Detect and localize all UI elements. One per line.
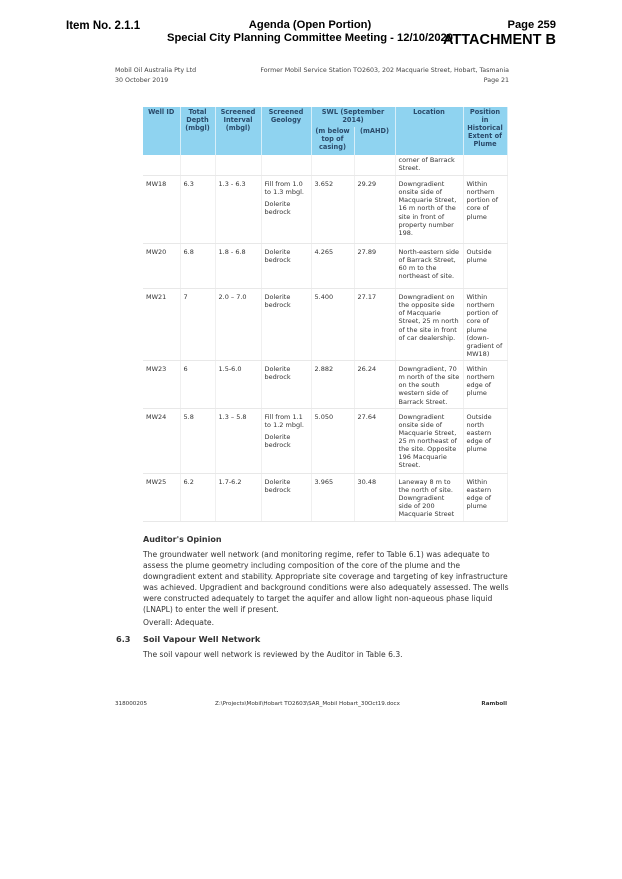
report-date: 30 October 2019	[115, 77, 169, 84]
cell-location: Downgradient onsite side of Macquarie Street, 16 m north of the site in front of property number 198.	[395, 176, 463, 244]
col-header-location: Location	[395, 107, 463, 155]
cell-swl-ahd: 27.64	[354, 408, 395, 473]
cell-interval: 1.8 - 6.8	[215, 244, 261, 289]
cell-well-id: MW21	[143, 289, 180, 361]
cell-depth: 5.8	[180, 408, 215, 473]
cell-swl-ahd: 29.29	[354, 176, 395, 244]
cell-swl-ahd: 27.89	[354, 244, 395, 289]
agenda-page-block	[443, 19, 556, 48]
report-site: Former Mobil Service Station TO2603, 202 Macquarie Street, Hobart, Tasmania	[260, 67, 509, 74]
agenda-page-number: Page 259	[507, 19, 556, 31]
cell-well-id: MW24	[143, 408, 180, 473]
cell-interval: 1.3 - 6.3	[215, 176, 261, 244]
col-header-total-depth: Total Depth (mbgl)	[180, 107, 215, 155]
cell-swl-below: 5.050	[311, 408, 354, 473]
cell-position: Within northern portion of core of plume	[463, 176, 507, 244]
cell-depth: 6.3	[180, 176, 215, 244]
cell-position: Within northern portion of core of plume (down-gradient of MW18)	[463, 289, 507, 361]
col-header-swl-below: (m below top of casing)	[311, 127, 354, 155]
monitoring-wells-table	[143, 107, 508, 522]
col-header-swl: SWL (September 2014)	[311, 107, 395, 127]
cell-geology: Dolerite bedrock	[261, 473, 311, 521]
item-number: Item No. 2.1.1	[66, 20, 141, 32]
table-row-continued	[143, 155, 507, 176]
cell-swl-below: 5.400	[311, 289, 354, 361]
col-header-screened-interval: Screened Interval (mbgl)	[215, 107, 261, 155]
cell-geology	[261, 408, 311, 473]
cell-swl-below: 2.882	[311, 361, 354, 408]
table-row	[143, 408, 507, 473]
table-row	[143, 244, 507, 289]
auditor-opinion-paragraph: The groundwater well network (and monitoring regime, refer to Table 6.1) was adequate to assess the plume geometry including composition of the core of the plume and the downgradient extent and stability. Appropriate site coverage and targeting of key infrastructure was achieved. Upgradient and background conditions were also adequately assessed. The wells were constructed adequately to target the aquifer and allow light non-aqueous phase liquid (LNAPL) to enter the well if present.	[143, 550, 509, 615]
footer-file-path: Z:\Projects\Mobil\Hobart TO2603\SAR_Mobil Hobart_30Oct19.docx	[215, 701, 400, 707]
cell-geology	[261, 176, 311, 244]
cell-well-id: MW23	[143, 361, 180, 408]
cell-well-id: MW18	[143, 176, 180, 244]
cell-interval: 1.7-6.2	[215, 473, 261, 521]
table-row	[143, 176, 507, 244]
cell-swl-ahd: 27.17	[354, 289, 395, 361]
cell-swl-below: 3.652	[311, 176, 354, 244]
section-title: Soil Vapour Well Network	[143, 634, 261, 644]
cell-swl-ahd: 30.48	[354, 473, 395, 521]
cell-interval: 1.5-6.0	[215, 361, 261, 408]
col-header-well-id: Well ID	[143, 107, 180, 155]
cell-geology-bedrock: Dolerite bedrock	[264, 200, 291, 217]
agenda-title-line1: Agenda (Open Portion)	[248, 19, 372, 31]
col-header-position: Position in Historical Extent of Plume	[463, 107, 507, 155]
cell-location: Downgradient onsite side of Macquarie Street, 25 m northeast of the site. Opposite 196 Macquarie Street.	[395, 408, 463, 473]
cell-swl-below: 3.965	[311, 473, 354, 521]
cell-swl-ahd: 26.24	[354, 361, 395, 408]
cell-geology-bedrock: Dolerite bedrock	[264, 432, 291, 449]
auditor-opinion-heading: Auditor's Opinion	[143, 535, 222, 544]
cell-location: Laneway 8 m to the north of site. Downgradient side of 200 Macquarie Street	[395, 473, 463, 521]
cell-depth: 7	[180, 289, 215, 361]
cell-well-id: MW20	[143, 244, 180, 289]
cell-position: Within eastern edge of plume	[463, 473, 507, 521]
cell-depth: 6	[180, 361, 215, 408]
cell-depth: 6.8	[180, 244, 215, 289]
cell-well-id: MW25	[143, 473, 180, 521]
cell-location: Downgradient on the opposite side of Macquarie Street, 25 m north of the site in front of car dealership.	[395, 289, 463, 361]
table-row	[143, 289, 507, 361]
cell-depth: 6.2	[180, 473, 215, 521]
cell-position: Within northern edge of plume	[463, 361, 507, 408]
section-text: The soil vapour well network is reviewed by the Auditor in Table 6.3.	[143, 650, 403, 659]
table-header-row	[143, 107, 507, 127]
col-header-swl-ahd: (mAHD)	[354, 127, 395, 155]
table-row	[143, 473, 507, 521]
table-row	[143, 361, 507, 408]
cell-geology-fill: Fill from 1.0 to 1.3 mbgl.	[264, 180, 304, 197]
cell-geology: Dolerite bedrock	[261, 244, 311, 289]
footer-brand: Ramboll	[481, 701, 507, 707]
cell-geology-fill: Fill from 1.1 to 1.2 mbgl.	[264, 412, 304, 429]
cell-location: North-eastern side of Barrack Street, 60 m to the northeast of site.	[395, 244, 463, 289]
cell-interval: 1.3 – 5.8	[215, 408, 261, 473]
agenda-title	[160, 19, 460, 45]
cell-interval: 2.0 – 7.0	[215, 289, 261, 361]
footer-doc-number: 318000205	[115, 701, 148, 707]
cell-position: Outside plume	[463, 244, 507, 289]
cell-location: corner of Barrack Street.	[395, 155, 463, 176]
report-page: Page 21	[483, 77, 509, 84]
attachment-label: ATTACHMENT B	[442, 32, 556, 48]
agenda-title-line2: Special City Planning Committee Meeting - 12/10/2020	[167, 32, 453, 44]
auditor-overall: Overall: Adequate.	[143, 618, 215, 627]
section-number: 6.3	[116, 634, 131, 644]
report-company: Mobil Oil Australia Pty Ltd	[115, 67, 197, 74]
cell-location: Downgradient, 70 m north of the site on the south western side of Barrack Street.	[395, 361, 463, 408]
cell-position: Outside north eastern edge of plume	[463, 408, 507, 473]
cell-swl-below: 4.265	[311, 244, 354, 289]
cell-geology: Dolerite bedrock	[261, 289, 311, 361]
cell-geology: Dolerite bedrock	[261, 361, 311, 408]
col-header-screened-geology: Screened Geology	[261, 107, 311, 155]
